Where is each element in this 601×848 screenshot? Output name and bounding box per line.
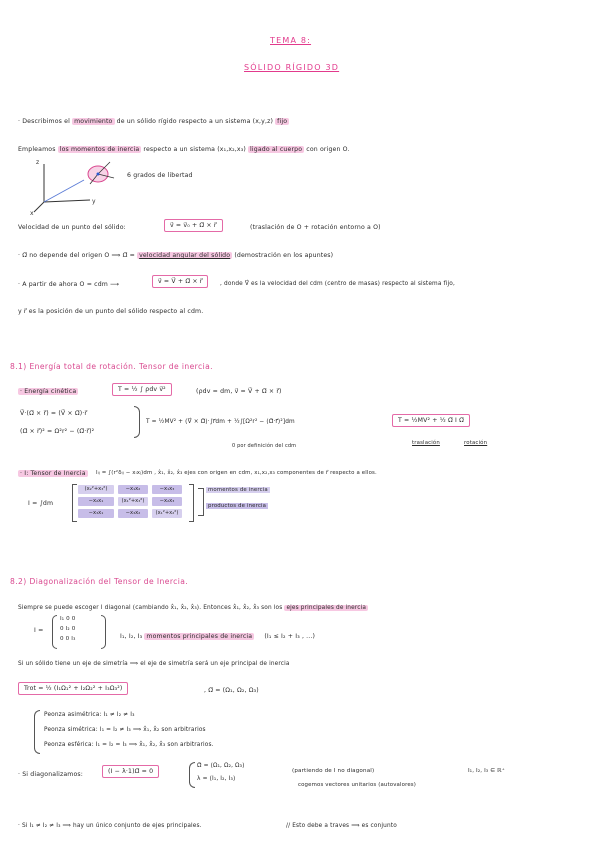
tensor-label: · I: Tensor de Inercia bbox=[20, 470, 86, 477]
legend-moments-label: momentos de inercia bbox=[208, 487, 268, 493]
diag-row: 0 I₂ 0 bbox=[60, 626, 76, 632]
cm-line-2: y r⃗ es la posición de un punto del sólido respecto al cdm. bbox=[18, 308, 204, 315]
diag-row: 0 0 I₃ bbox=[60, 636, 76, 642]
identity-1: V⃗·(Ω⃗ × r⃗) = (V⃗ × Ω⃗)·r⃗ bbox=[20, 410, 88, 417]
page-title: TEMA 8: bbox=[270, 36, 312, 45]
intro-line-2-mid: respecto a un sistema (x₁,x₂,x₃) bbox=[143, 146, 246, 153]
identity-brace bbox=[134, 406, 140, 438]
intro-line-2-pre: Empleamos bbox=[18, 146, 56, 153]
diag-line-1-pre: Siempre se puede escoger I diagonal (cambiando x̂₁, x̂₂, x̂₃). Entonces x̂₁, x̂₂, x̂₃ son los bbox=[18, 605, 283, 611]
diag-line-1 bbox=[18, 605, 368, 611]
long-equation: T = ½MV² + (V⃗ × Ω⃗)·∫r⃗dm + ½∫[Ω²r² − (Ω⃗·r⃗)²]dm bbox=[146, 419, 295, 425]
matrix-lhs: I = ∫dm bbox=[28, 500, 54, 507]
cm-pre: · A partir de ahora O = cdm ⟶ bbox=[18, 281, 120, 288]
trot-equation: Trot = ½ (I₁Ω₁² + I₂Ω₂² + I₃Ω₃²) bbox=[18, 682, 128, 695]
intro-line-1 bbox=[18, 118, 289, 125]
legend-products bbox=[206, 503, 268, 509]
legend-products-label: productos de inercia bbox=[208, 503, 267, 509]
energy-note: (ρdv = dm, v⃗ = V⃗ + Ω⃗ × r⃗) bbox=[196, 388, 282, 395]
highlight-fijo: fijo bbox=[277, 118, 288, 125]
velocity-pre: Velocidad de un punto del sólido: bbox=[18, 224, 126, 231]
inertia-matrix bbox=[72, 484, 194, 522]
omega-post: (demostración en los apuntes) bbox=[234, 252, 334, 259]
highlight-movimiento: movimiento bbox=[74, 118, 113, 125]
eigen-right-note: I₁, I₂, I₃ ∈ ℝ⁺ bbox=[468, 768, 505, 774]
matrix-cell: −x₂x₃ bbox=[152, 497, 182, 506]
top-type-asymmetric: Peonza asimétrica: I₁ ≠ I₂ ≠ I₃ bbox=[44, 712, 135, 718]
matrix-cell: −x₃x₂ bbox=[118, 509, 148, 518]
section-1-title: 8.1) Energía total de rotación. Tensor de inercia. bbox=[10, 362, 213, 371]
legend-bracket bbox=[198, 488, 204, 516]
section-2-title: 8.2) Diagonalización del Tensor de Inercia. bbox=[10, 577, 189, 586]
eigen-brace bbox=[189, 762, 195, 788]
axis-x-label: x bbox=[30, 210, 34, 216]
page-subtitle: SÓLIDO RÍGIDO 3D bbox=[244, 63, 340, 72]
highlight-momentos-principales: momentos principales de inercia bbox=[146, 633, 253, 640]
eigen-result-vector: Ω⃗ = (Ω₁, Ω₂, Ω₃) bbox=[197, 763, 245, 769]
velocity-post: (traslación de O + rotación entorno a O) bbox=[250, 224, 381, 231]
principal-values: I₁, I₂, I₃ bbox=[120, 633, 143, 640]
velocity-line bbox=[18, 224, 126, 231]
eigen-equation: (I − λ·1)Ω⃗ = 0 bbox=[102, 765, 159, 778]
energy-equation: T = ½ ∫ ρdv v⃗² bbox=[112, 383, 172, 396]
eigen-note-1: (partiendo de I no diagonal) bbox=[292, 768, 375, 774]
highlight-ejes-principales: ejes principales de inercia bbox=[286, 605, 367, 611]
last-note: // Esto debe a traves ⟹ es conjunto bbox=[286, 823, 397, 829]
diag-pre: · Si diagonalizamos: bbox=[18, 771, 84, 778]
tensor-line bbox=[18, 470, 88, 477]
rigid-body-figure bbox=[28, 154, 123, 216]
rotation-label: rotación bbox=[464, 440, 488, 446]
diag-row: I₁ 0 0 bbox=[60, 616, 76, 622]
velocity-equation: v⃗ = v⃗₀ + Ω⃗ × r⃗ bbox=[164, 219, 223, 232]
matrix-cell: −x₁x₃ bbox=[152, 485, 182, 494]
omega-line bbox=[18, 252, 333, 259]
matrix-cell: −x₁x₂ bbox=[118, 485, 148, 494]
legend-moments bbox=[206, 487, 270, 493]
principal-constraint: (I₁ ≤ I₂ + I₃ , ...) bbox=[264, 633, 316, 640]
intro-line-2 bbox=[18, 146, 350, 153]
result-equation: T = ½MV² + ½ Ω⃗ I Ω⃗ bbox=[392, 414, 470, 427]
highlight-momentos: los momentos de inercia bbox=[59, 146, 140, 153]
cm-equation: v⃗ = V⃗ + Ω⃗ × r⃗ bbox=[152, 275, 208, 288]
tensor-definition: Iᵢⱼ = ∫(r²δᵢⱼ − xᵢxⱼ)dm , x̂₁, x̂₂, x̂₃ ejes con origen en cdm, x₁,x₂,x₃ componentes de r⃗ respecto a ellos. bbox=[96, 470, 377, 476]
translation-label: traslación bbox=[412, 440, 440, 446]
types-brace bbox=[34, 710, 40, 754]
intro-line-1-post: de un sólido rígido respecto a un sistema (x,y,z) bbox=[116, 118, 274, 125]
axis-y-label: y bbox=[92, 198, 96, 205]
diag-bracket-left bbox=[52, 615, 57, 649]
matrix-cell: −x₃x₁ bbox=[78, 509, 114, 518]
eigen-note-2: cogemos vectores unitarios (autovalores) bbox=[298, 782, 417, 788]
diag-matrix-lhs: I = bbox=[34, 627, 44, 634]
matrix-cell: −x₂x₁ bbox=[78, 497, 114, 506]
last-line: · Si I₁ ≠ I₂ ≠ I₃ ⟹ hay un único conjunto de ejes principales. bbox=[18, 823, 202, 829]
energy-label: · Energía cinética bbox=[20, 388, 77, 395]
top-type-spherical: Peonza esférica: I₁ = I₂ = I₃ ⟹ x̂₁, x̂₂, x̂₃ son arbitrarios. bbox=[44, 742, 214, 748]
diagonal-matrix bbox=[52, 615, 106, 649]
diag-line-2 bbox=[120, 633, 315, 640]
omega-pre: · Ω⃗ no depende del origen O ⟹ Ω⃗ = bbox=[18, 252, 135, 259]
matrix-cell: (x₁²+x₃²) bbox=[118, 497, 148, 506]
matrix-cell: (x₂²+x₃²) bbox=[78, 485, 114, 494]
identity-2: (Ω⃗ × r⃗)² = Ω²r² − (Ω⃗·r⃗)² bbox=[20, 428, 95, 435]
diag-bracket-right bbox=[101, 615, 106, 649]
eigen-result-values: λ = (I₁, I₂, I₃) bbox=[197, 776, 236, 782]
cm-post: , donde V⃗ es la velocidad del cdm (centro de masas) respecto al sistema fijo, bbox=[220, 281, 455, 287]
highlight-ligado: ligado al cuerpo bbox=[250, 146, 303, 153]
intro-line-2-post: con origen O. bbox=[306, 146, 350, 153]
matrix-cell: (x₁²+x₂²) bbox=[152, 509, 182, 518]
highlight-velocidad-angular: velocidad angular del sólido bbox=[139, 252, 231, 259]
axis-z-label: z bbox=[36, 159, 40, 166]
matrix-bracket-left bbox=[72, 484, 77, 522]
symmetry-line: Si un sólido tiene un eje de simetría ⟹ el eje de simetría será un eje principal de inercia bbox=[18, 661, 290, 667]
matrix-bracket-right bbox=[189, 484, 194, 522]
omega-vector: , Ω⃗ = (Ω₁, Ω₂, Ω₃) bbox=[204, 687, 259, 694]
zero-note: 0 por definición del cdm bbox=[232, 443, 297, 449]
intro-line-1-pre: · Describimos el bbox=[18, 118, 70, 125]
top-type-symmetric: Peonza simétrica: I₁ = I₂ ≠ I₃ ⟹ x̂₁, x̂₂ son arbitrarios bbox=[44, 727, 206, 733]
figure-caption: 6 grados de libertad bbox=[127, 172, 193, 179]
